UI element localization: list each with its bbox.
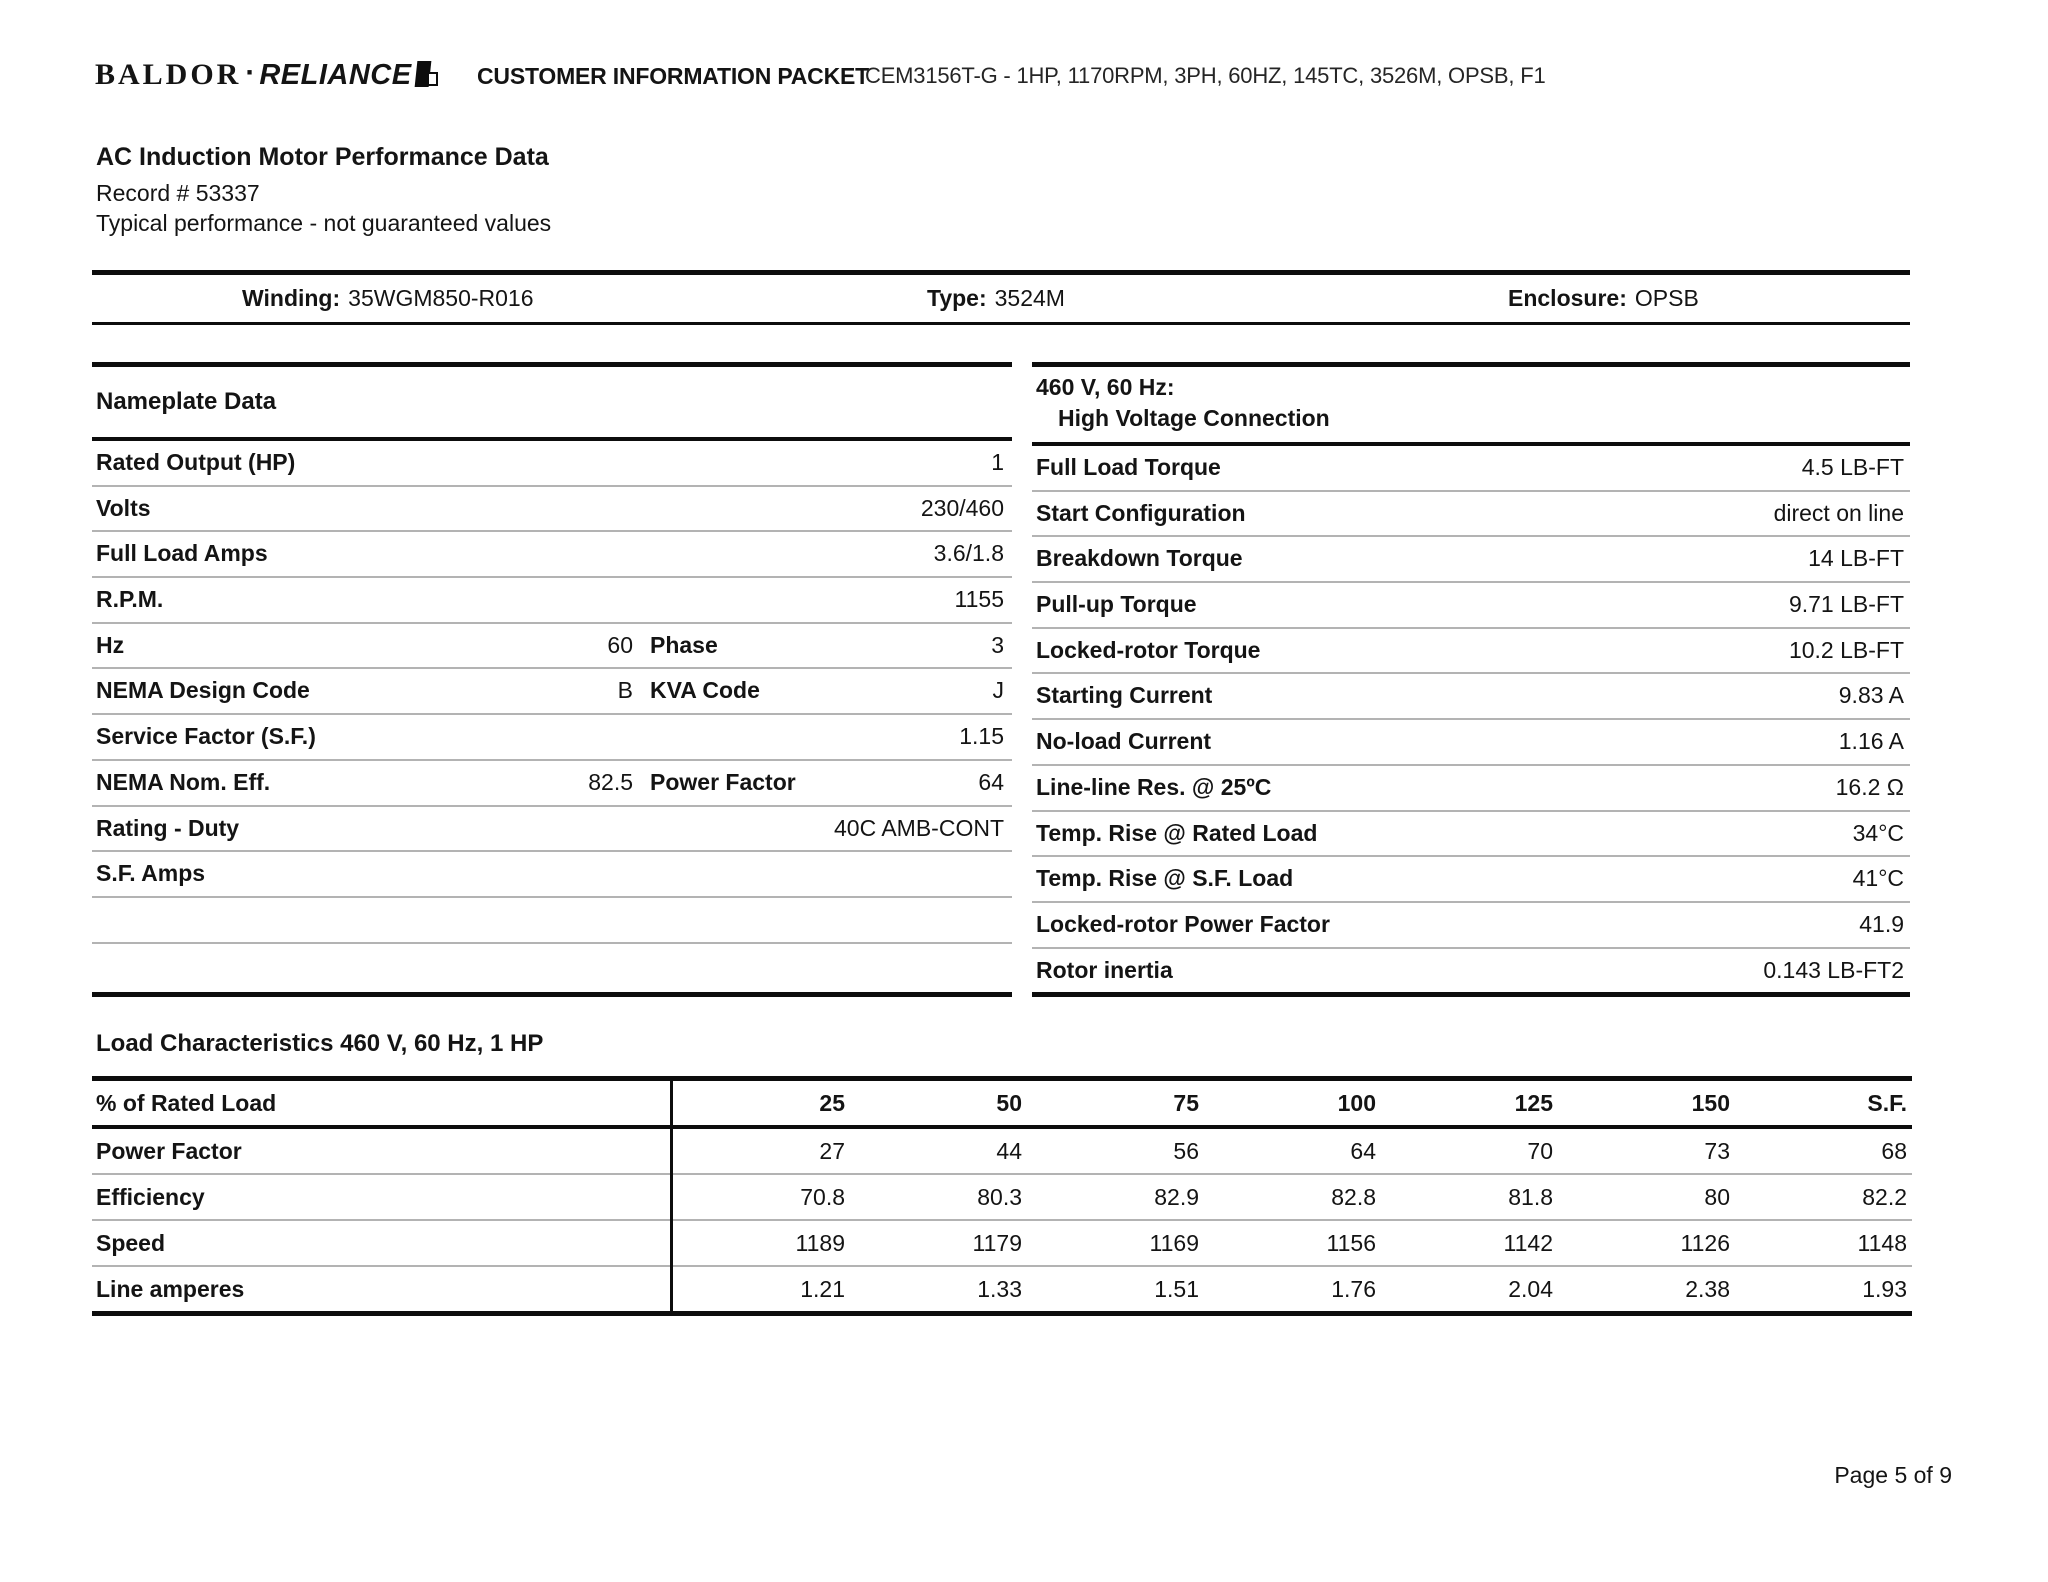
row-value: 1.16 A bbox=[1838, 728, 1904, 755]
row-value: 44 bbox=[996, 1138, 1022, 1164]
nameplate-row bbox=[92, 441, 1012, 487]
row-mid-value: 60 bbox=[607, 631, 633, 658]
connection-row bbox=[1032, 537, 1910, 583]
connection-header-line1: 460 V, 60 Hz: bbox=[1036, 374, 1175, 400]
nameplate-row bbox=[92, 669, 1012, 715]
nameplate-table bbox=[92, 362, 1012, 997]
row-label-2: KVA Code bbox=[650, 677, 760, 704]
row-label: NEMA Nom. Eff. bbox=[96, 768, 271, 795]
row-label: Line-line Res. @ 25ºC bbox=[1036, 773, 1272, 800]
row-label: Breakdown Torque bbox=[1036, 545, 1243, 572]
connection-table-header bbox=[1032, 367, 1910, 446]
load-characteristics-title: Load Characteristics 460 V, 60 Hz, 1 HP bbox=[96, 1030, 544, 1057]
nameplate-row bbox=[92, 898, 1012, 944]
row-value: 82.8 bbox=[1331, 1184, 1376, 1210]
row-label: Power Factor bbox=[96, 1138, 242, 1164]
row-label: Pull-up Torque bbox=[1036, 591, 1197, 618]
winding-label: Winding: bbox=[242, 285, 341, 311]
row-value: 1.33 bbox=[977, 1276, 1022, 1302]
row-label: S.F. Amps bbox=[96, 860, 206, 887]
row-value: 41.9 bbox=[1859, 910, 1904, 937]
row-value: 1.93 bbox=[1862, 1276, 1907, 1302]
load-column-header: 75 bbox=[1173, 1090, 1199, 1116]
nameplate-row bbox=[92, 715, 1012, 761]
row-value: 2.38 bbox=[1685, 1276, 1730, 1302]
row-value: 4.5 LB-FT bbox=[1801, 454, 1904, 480]
row-label: Service Factor (S.F.) bbox=[96, 723, 316, 750]
page-header bbox=[95, 58, 1995, 94]
row-value: 1189 bbox=[795, 1230, 845, 1256]
row-mid-value: B bbox=[617, 677, 633, 704]
logo-baldor-text: BALDOR bbox=[95, 58, 242, 91]
connection-rows bbox=[1032, 446, 1910, 992]
nameplate-row bbox=[92, 944, 1012, 988]
winding-bar bbox=[92, 270, 1910, 325]
nameplate-row bbox=[92, 761, 1012, 807]
winding-value: 35WGM850-R016 bbox=[348, 285, 534, 311]
row-value: 0.143 LB-FT2 bbox=[1763, 956, 1904, 983]
row-value: 34°C bbox=[1852, 819, 1904, 846]
row-label: Speed bbox=[96, 1230, 166, 1256]
nameplate-row bbox=[92, 578, 1012, 624]
row-value: 230/460 bbox=[920, 494, 1004, 521]
load-column-header: 50 bbox=[996, 1090, 1022, 1116]
row-value: 1179 bbox=[972, 1230, 1022, 1256]
row-label: No-load Current bbox=[1036, 728, 1212, 755]
row-value: 1.76 bbox=[1331, 1276, 1376, 1302]
row-value: 1.15 bbox=[959, 723, 1004, 750]
connection-header-line2: High Voltage Connection bbox=[1058, 405, 1330, 431]
enclosure-label: Enclosure: bbox=[1508, 285, 1627, 311]
row-value: 64 bbox=[978, 768, 1004, 795]
row-label: Start Configuration bbox=[1036, 499, 1246, 526]
winding-field bbox=[242, 275, 534, 322]
row-value: 1155 bbox=[954, 586, 1004, 613]
upper-tables bbox=[92, 362, 1910, 997]
row-value: 3 bbox=[991, 631, 1004, 658]
type-label: Type: bbox=[927, 285, 987, 311]
enclosure-field bbox=[1508, 275, 1699, 322]
row-value: 3.6/1.8 bbox=[933, 540, 1004, 567]
row-label: Hz bbox=[96, 631, 125, 658]
load-column-header: 150 bbox=[1691, 1090, 1730, 1116]
enclosure-value: OPSB bbox=[1634, 285, 1699, 311]
nameplate-row bbox=[92, 807, 1012, 853]
row-label: Temp. Rise @ Rated Load bbox=[1036, 819, 1318, 846]
load-column-header: S.F. bbox=[1867, 1090, 1907, 1116]
row-value: 1.51 bbox=[1154, 1276, 1199, 1302]
row-label-2: Phase bbox=[650, 631, 718, 658]
row-value: 82.2 bbox=[1862, 1184, 1907, 1210]
nameplate-rows bbox=[92, 441, 1012, 987]
type-field bbox=[927, 275, 1065, 322]
connection-row bbox=[1032, 629, 1910, 675]
load-table-rows bbox=[92, 1129, 1912, 1311]
load-column-header: 100 bbox=[1337, 1090, 1376, 1116]
row-value: 1142 bbox=[1503, 1230, 1553, 1256]
row-value: 80.3 bbox=[977, 1184, 1022, 1210]
type-value: 3524M bbox=[994, 285, 1065, 311]
connection-row bbox=[1032, 720, 1910, 766]
row-value: 9.83 A bbox=[1838, 682, 1904, 709]
nameplate-row bbox=[92, 624, 1012, 670]
record-number: Record # 53337 bbox=[96, 180, 260, 206]
load-table-row bbox=[92, 1175, 1912, 1221]
row-label: Temp. Rise @ S.F. Load bbox=[1036, 865, 1294, 892]
row-value: 56 bbox=[1173, 1138, 1199, 1164]
page-number: Page 5 of 9 bbox=[1834, 1462, 1952, 1488]
column-divider bbox=[670, 1081, 673, 1311]
logo-reliance-text: RELIANCE bbox=[259, 59, 412, 91]
connection-row bbox=[1032, 857, 1910, 903]
row-value: J bbox=[992, 677, 1004, 704]
row-value: 82.9 bbox=[1154, 1184, 1199, 1210]
row-value: direct on line bbox=[1773, 499, 1904, 526]
load-table-row bbox=[92, 1129, 1912, 1175]
row-value: 81.8 bbox=[1508, 1184, 1553, 1210]
row-mid-value: 82.5 bbox=[588, 768, 633, 795]
reliance-flag-icon bbox=[416, 61, 438, 87]
row-label: Full Load Torque bbox=[1036, 454, 1221, 480]
row-value: 80 bbox=[1704, 1184, 1730, 1210]
nameplate-row bbox=[92, 487, 1012, 533]
row-label-2: Power Factor bbox=[650, 768, 796, 795]
connection-row bbox=[1032, 903, 1910, 949]
row-value: 40C AMB-CONT bbox=[834, 814, 1004, 841]
row-value: 1.21 bbox=[800, 1276, 845, 1302]
row-value: 16.2 Ω bbox=[1835, 773, 1904, 800]
document-type-label: CUSTOMER INFORMATION PACKET bbox=[477, 63, 869, 89]
logo-dot: · bbox=[245, 56, 256, 89]
load-column-header: 25 bbox=[819, 1090, 845, 1116]
row-value: 14 LB-FT bbox=[1808, 545, 1904, 572]
row-label: Volts bbox=[96, 494, 151, 521]
row-label: Efficiency bbox=[96, 1184, 205, 1210]
connection-row bbox=[1032, 766, 1910, 812]
row-label: Rated Output (HP) bbox=[96, 449, 296, 475]
row-label: NEMA Design Code bbox=[96, 677, 310, 704]
row-label: Locked-rotor Power Factor bbox=[1036, 910, 1330, 937]
connection-row bbox=[1032, 492, 1910, 538]
row-value: 1126 bbox=[1680, 1230, 1730, 1256]
load-table-row bbox=[92, 1221, 1912, 1267]
row-value: 2.04 bbox=[1508, 1276, 1553, 1302]
row-value: 70 bbox=[1527, 1138, 1553, 1164]
load-characteristics-table bbox=[92, 1076, 1912, 1316]
row-label: R.P.M. bbox=[96, 586, 164, 613]
row-label: Full Load Amps bbox=[96, 540, 268, 567]
connection-table bbox=[1032, 362, 1910, 997]
row-value: 10.2 LB-FT bbox=[1788, 636, 1904, 663]
page-title: AC Induction Motor Performance Data bbox=[96, 143, 549, 171]
row-value: 73 bbox=[1704, 1138, 1730, 1164]
load-column-header: 125 bbox=[1514, 1090, 1553, 1116]
row-label: Starting Current bbox=[1036, 682, 1213, 709]
connection-row bbox=[1032, 812, 1910, 858]
row-value: 1169 bbox=[1149, 1230, 1199, 1256]
load-table-header-row bbox=[92, 1081, 1912, 1129]
load-row-header-label: % of Rated Load bbox=[96, 1090, 277, 1116]
load-table-row bbox=[92, 1267, 1912, 1311]
row-label: Locked-rotor Torque bbox=[1036, 636, 1261, 663]
row-value: 68 bbox=[1881, 1138, 1907, 1164]
connection-row bbox=[1032, 949, 1910, 993]
row-value: 41°C bbox=[1852, 865, 1904, 892]
row-value: 1148 bbox=[1857, 1230, 1907, 1256]
row-value: 1 bbox=[991, 449, 1004, 475]
nameplate-table-header: Nameplate Data bbox=[92, 367, 1012, 441]
row-value: 27 bbox=[819, 1138, 845, 1164]
model-spec-text: CEM3156T-G - 1HP, 1170RPM, 3PH, 60HZ, 145TC, 3526M, OPSB, F1 bbox=[865, 63, 1546, 88]
row-label: Rotor inertia bbox=[1036, 956, 1173, 983]
connection-row bbox=[1032, 674, 1910, 720]
row-value: 9.71 LB-FT bbox=[1788, 591, 1904, 618]
row-label: Line amperes bbox=[96, 1276, 245, 1302]
row-label: Rating - Duty bbox=[96, 814, 240, 841]
title-block bbox=[96, 143, 551, 238]
nameplate-row bbox=[92, 532, 1012, 578]
baldor-reliance-logo bbox=[95, 58, 438, 92]
connection-row bbox=[1032, 583, 1910, 629]
connection-row bbox=[1032, 446, 1910, 492]
row-value: 70.8 bbox=[800, 1184, 845, 1210]
disclaimer-text: Typical performance - not guaranteed values bbox=[96, 210, 552, 236]
row-value: 1156 bbox=[1326, 1230, 1376, 1256]
nameplate-row bbox=[92, 852, 1012, 898]
row-value: 64 bbox=[1350, 1138, 1376, 1164]
